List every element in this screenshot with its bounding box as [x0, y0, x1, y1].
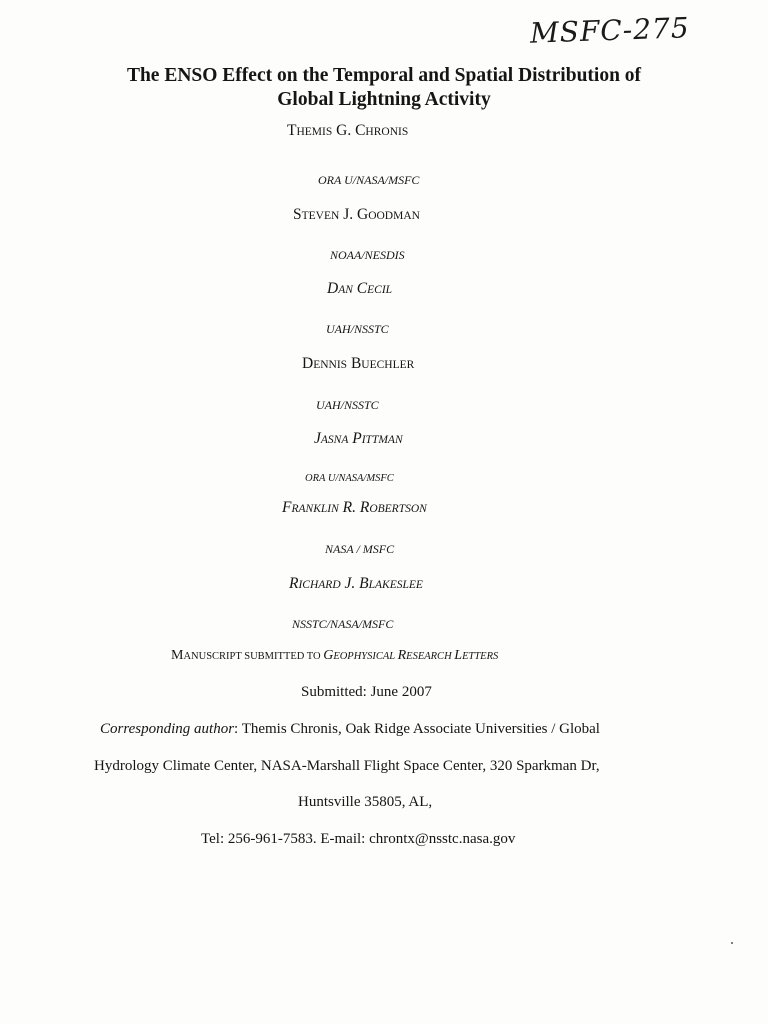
author-affiliation: NASA / MSFC [325, 542, 395, 556]
submission-date: Submitted: June 2007 [301, 684, 432, 700]
author-affiliation: NSSTC/NASA/MSFC [292, 617, 394, 631]
author-name: DAN CECIL [327, 280, 393, 297]
author-name: THEMIS G. CHRONIS [287, 122, 409, 139]
author-affiliation: UAH/NSSTC [326, 322, 389, 336]
paper-title-line-2: Global Lightning Activity [277, 89, 491, 110]
corresponding-author-line-1: Corresponding author: Themis Chronis, Oak Ridge Associate Universities / Global [100, 721, 600, 737]
contact-info: Tel: 256-961-7583. E-mail: chrontx@nsstc.nasa.gov [201, 831, 516, 847]
paper-title-line-1: The ENSO Effect on the Temporal and Spatial Distribution of [126, 65, 642, 86]
scan-speck [731, 942, 733, 944]
author-affiliation: ORA U/NASA/MSFC [318, 173, 420, 187]
author-affiliation: NOAA/NESDIS [330, 248, 405, 262]
manuscript-submission-line: MANUSCRIPT SUBMITTED TO GEOPHYSICAL RESEARCH LETTERS [171, 648, 499, 663]
author-affiliation: UAH/NSSTC [316, 398, 379, 412]
author-name: RICHARD J. BLAKESLEE [289, 575, 423, 592]
corresponding-author-line-2: Hydrology Climate Center, NASA-Marshall Flight Space Center, 320 Sparkman Dr, [94, 758, 600, 774]
author-name: STEVEN J. GOODMAN [293, 206, 420, 223]
author-name: JASNA PITTMAN [314, 430, 403, 447]
corresponding-author-label: Corresponding author [100, 721, 235, 737]
handwritten-document-id: MSFC-275 [529, 11, 691, 50]
corresponding-author-line-3: Huntsville 35805, AL, [298, 794, 433, 810]
author-name: DENNIS BUECHLER [302, 355, 415, 372]
author-name: FRANKLIN R. ROBERTSON [282, 499, 427, 516]
author-affiliation: ORA U/NASA/MSFC [305, 473, 394, 484]
